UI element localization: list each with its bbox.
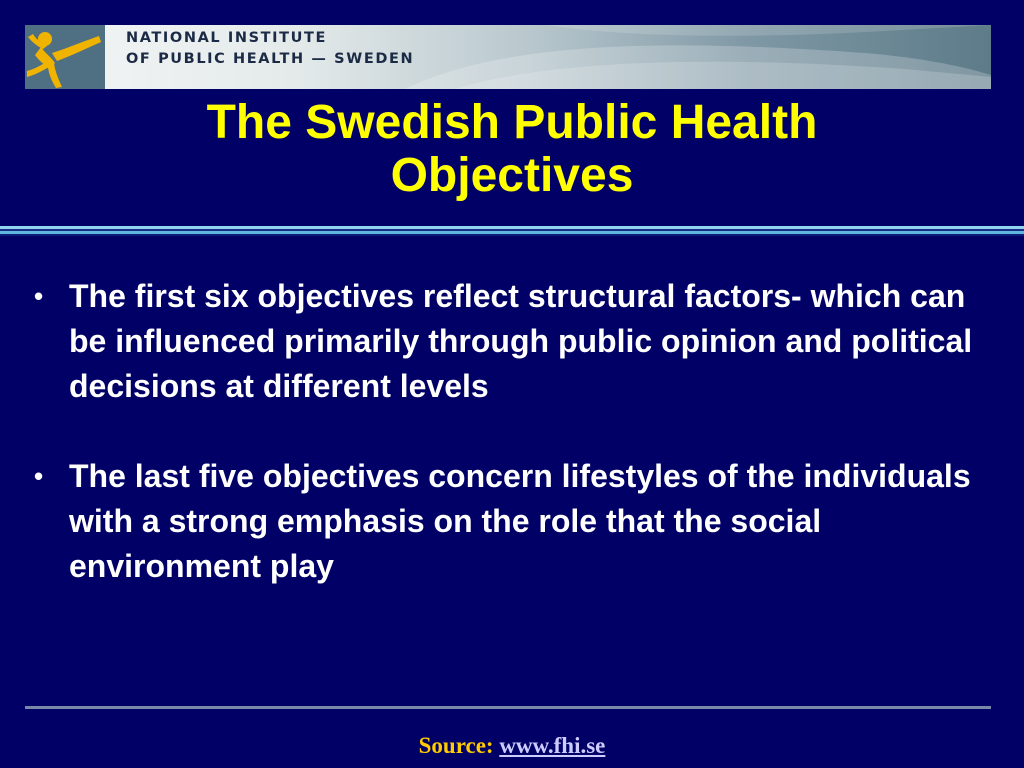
source-label: Source: [418, 733, 494, 758]
source-link[interactable]: www.fhi.se [499, 733, 606, 758]
bullet-marker: • [34, 461, 44, 491]
bullet-text: The last five objectives concern lifestyles of the individuals with a strong emphasis on the role that the social environment play [69, 458, 971, 584]
bullet-item [0, 274, 1024, 409]
bullet-list [0, 274, 1024, 589]
slide-title [0, 96, 1024, 202]
footer-source [0, 733, 1024, 759]
bullet-text: The first six objectives reflect structural factors- which can be influenced primarily through public opinion and political decisions at different levels [69, 278, 973, 404]
bullet-item [0, 454, 1024, 589]
slide-title-line-1: The Swedish Public Health [206, 96, 818, 149]
header-banner [25, 25, 991, 89]
title-divider [0, 226, 1024, 238]
slide-title-line-2: Objectives [390, 149, 634, 202]
footer-divider [25, 706, 991, 709]
bullet-marker: • [34, 281, 44, 311]
org-name-line-1: NATIONAL INSTITUTE [126, 30, 328, 46]
org-name-line-2: OF PUBLIC HEALTH — SWEDEN [126, 51, 415, 67]
